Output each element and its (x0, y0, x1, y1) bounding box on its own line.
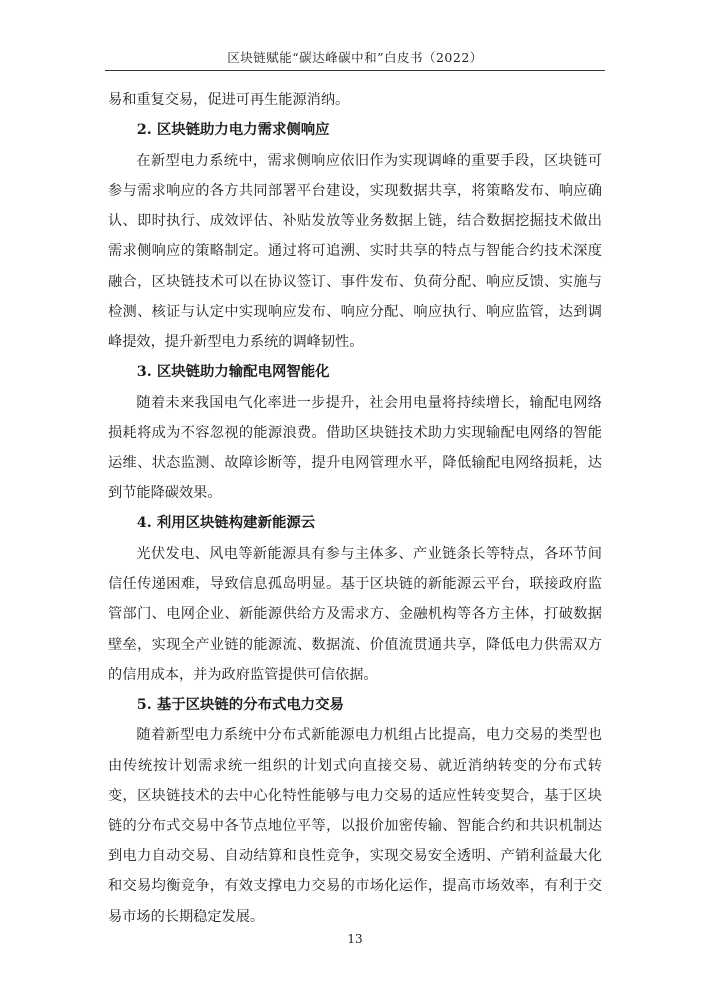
section-paragraph-new-energy-cloud: 光伏发电、风电等新能源具有参与主体多、产业链条长等特点，各环节间信任传递困难，导致信息孤岛明显。基于区块链的新能源云平台，联接政府监管部门、电网企业、新能源供给方及需求方、金融机构等各方主体，打破数据壁垒，实现全产业链的能源流、数据流、价值流贯通共享，降低电力供需双方的信用成本，并为政府监管提供可信依据。 (108, 545, 602, 683)
running-header: 区块链赋能“碳达峰碳中和”白皮书（2022） (227, 50, 483, 65)
section-heading-grid-intelligence: 3. 区块链助力输配电网智能化 (136, 363, 330, 381)
section-paragraph-grid-intelligence: 随着未来我国电气化率进一步提升，社会用电量将持续增长，输配电网络损耗将成为不容忽视的能源浪费。借助区块链技术助力实现输配电网络的智能运维、状态监测、故障诊断等，提升电网管理水平，降低输配电网络损耗，达到节能降碳效果。 (108, 394, 602, 502)
section-paragraph-demand-response: 在新型电力系统中，需求侧响应依旧作为实现调峰的重要手段，区块链可参与需求响应的各方共同部署平台建设，实现数据共享，将策略发布、响应确认、即时执行、成效评估、补贴发放等业务数据上链，结合数据挖掘技术做出需求侧响应的策略制定。通过将可追溯、实时共享的特点与智能合约技术深度融合，区块链技术可以在协议签订、事件发布、负荷分配、响应反馈、实施与检测、核证与认定中实现响应发布、响应分配、响应执行、响应监管，达到调峰提效，提升新型电力系统的调峰韧性。 (108, 152, 602, 350)
page-content (108, 85, 602, 932)
section-heading-distributed-trading: 5. 基于区块链的分布式电力交易 (136, 695, 344, 713)
header-rule (105, 70, 605, 71)
page-number: 13 (347, 932, 363, 946)
section-heading-demand-response: 2. 区块链助力电力需求侧响应 (136, 121, 330, 139)
section-heading-new-energy-cloud: 4. 利用区块链构建新能源云 (136, 514, 316, 532)
section-paragraph-distributed-trading: 随着新型电力系统中分布式新能源电力机组占比提高，电力交易的类型也由传统按计划需求统一组织的计划式向直接交易、就近消纳转变的分布式转变，区块链技术的去中心化特性能够与电力交易的适应性转变契合，基于区块链的分布式交易中各节点地位平等，以报价加密传输、智能合约和共识机制达到电力自动交易、自动结算和良性竞争，实现交易安全透明、产销利益最大化和交易均衡竞争，有效支撑电力交易的市场化运作，提高市场效率，有利于交易市场的长期稳定发展。 (108, 727, 602, 925)
intro-continuation-paragraph: 易和重复交易，促进可再生能源消纳。 (108, 92, 350, 108)
